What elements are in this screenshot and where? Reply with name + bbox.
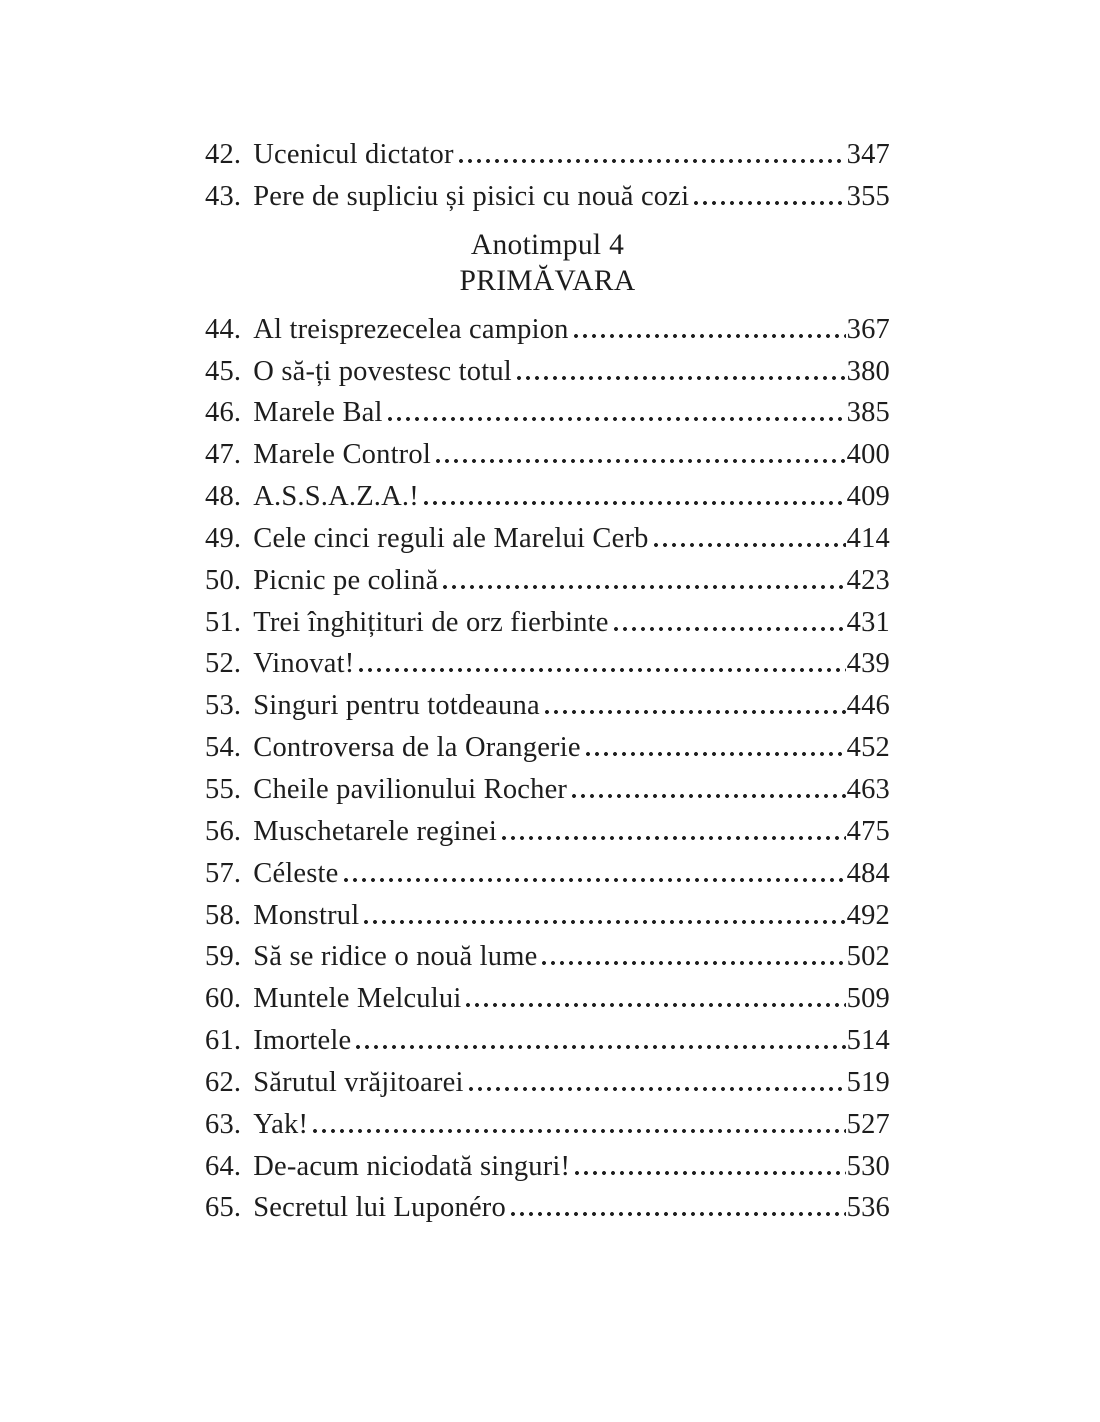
dot-leader — [586, 752, 846, 756]
entry-title: O să-ți povestesc totul — [253, 355, 512, 387]
toc-entry — [205, 769, 890, 811]
entry-number: 49. — [205, 522, 242, 554]
entry-title: Marele Bal — [253, 397, 383, 429]
entry-title: Pere de supliciu și pisici cu nouă cozi — [253, 180, 690, 212]
toc-entry — [205, 1020, 890, 1062]
entry-number: 57. — [205, 857, 242, 889]
toc-entry — [205, 685, 890, 727]
entry-page-number: 509 — [846, 983, 890, 1015]
entry-page-number: 452 — [846, 732, 890, 764]
dot-leader — [359, 668, 845, 672]
toc-entry — [205, 643, 890, 685]
entry-page-number: 347 — [846, 139, 890, 170]
entry-number: 60. — [205, 983, 242, 1015]
entry-page-number: 536 — [846, 1192, 890, 1224]
entry-number: 61. — [205, 1025, 242, 1057]
entry-number: 63. — [205, 1108, 242, 1140]
entry-title: Yak! — [253, 1108, 309, 1140]
entry-page-number: 502 — [846, 941, 890, 973]
dot-leader — [511, 1212, 846, 1216]
toc-entry — [205, 936, 890, 978]
toc-entry — [205, 476, 890, 518]
dot-leader — [654, 543, 846, 547]
toc-entry — [205, 978, 890, 1020]
dot-leader — [574, 334, 846, 338]
entry-title: Secretul lui Luponéro — [253, 1192, 506, 1224]
toc-entry — [205, 176, 890, 218]
entry-title: Cheile pavilionului Rocher — [253, 773, 568, 805]
toc-entry — [205, 560, 890, 602]
dot-leader — [517, 376, 846, 380]
entry-page-number: 409 — [846, 481, 890, 513]
entry-title: Controversa de la Orangerie — [253, 732, 581, 764]
dot-leader — [344, 878, 846, 882]
entry-title: Céleste — [253, 857, 339, 889]
dot-leader — [443, 585, 845, 589]
dot-leader — [545, 710, 846, 714]
entry-page-number: 514 — [846, 1025, 890, 1057]
entry-page-number: 492 — [846, 899, 890, 931]
season-number: Anotimpul 4 — [470, 228, 625, 261]
entry-page-number: 519 — [846, 1066, 890, 1098]
entry-page-number: 380 — [846, 355, 890, 387]
entry-title: Ucenicul dictator — [253, 139, 454, 170]
entry-page-number: 527 — [846, 1108, 890, 1140]
entry-number: 52. — [205, 648, 242, 680]
toc-entry — [205, 351, 890, 393]
entry-page-number: 400 — [846, 439, 890, 471]
entry-number: 44. — [205, 313, 242, 345]
dot-leader — [313, 1129, 845, 1133]
entry-page-number: 355 — [846, 180, 890, 212]
entry-number: 43. — [205, 180, 242, 212]
dot-leader — [459, 159, 846, 163]
entry-title: Marele Control — [253, 439, 431, 471]
toc-entry — [205, 1104, 890, 1146]
entry-title: Vinovat! — [253, 648, 355, 680]
season-name: PRIMĂVARA — [459, 264, 636, 297]
toc-entry — [205, 434, 890, 476]
entry-number: 58. — [205, 899, 242, 931]
dot-leader — [502, 836, 846, 840]
entry-title: Sărutul vrăjitoarei — [253, 1066, 464, 1098]
entry-number: 51. — [205, 606, 242, 638]
entry-title: A.S.S.A.Z.A.! — [253, 481, 419, 513]
entry-title: Să se ridice o nouă lume — [253, 941, 538, 973]
entry-title: Cele cinci reguli ale Marelui Cerb — [253, 522, 649, 554]
entry-page-number: 367 — [846, 313, 890, 345]
entry-page-number: 385 — [846, 397, 890, 429]
entry-number: 42. — [205, 139, 242, 170]
entry-page-number: 414 — [846, 522, 890, 554]
season-header — [205, 227, 890, 299]
entry-page-number: 439 — [846, 648, 890, 680]
entry-number: 65. — [205, 1192, 242, 1224]
dot-leader — [614, 627, 846, 631]
dot-leader — [356, 1045, 845, 1049]
dot-leader — [542, 961, 845, 965]
dot-leader — [694, 201, 845, 205]
entry-number: 55. — [205, 773, 242, 805]
toc-entry — [205, 602, 890, 644]
entry-number: 56. — [205, 815, 242, 847]
toc-entry — [205, 1187, 890, 1229]
entry-title: Monstrul — [253, 899, 360, 931]
entry-page-number: 463 — [846, 773, 890, 805]
entry-page-number: 446 — [846, 690, 890, 722]
entry-number: 48. — [205, 481, 242, 513]
entry-page-number: 431 — [846, 606, 890, 638]
dot-leader — [364, 920, 845, 924]
toc-entry — [205, 811, 890, 853]
entry-number: 47. — [205, 439, 242, 471]
entry-title: Trei înghițituri de orz fierbinte — [253, 606, 609, 638]
entry-number: 54. — [205, 732, 242, 764]
entry-page-number: 484 — [846, 857, 890, 889]
toc-entry — [205, 134, 890, 176]
toc-entry — [205, 392, 890, 434]
entry-number: 62. — [205, 1066, 242, 1098]
entry-title: Al treisprezecelea campion — [253, 313, 569, 345]
entry-number: 46. — [205, 397, 242, 429]
entry-number: 59. — [205, 941, 242, 973]
dot-leader — [466, 1003, 845, 1007]
entry-number: 64. — [205, 1150, 242, 1182]
entry-number: 50. — [205, 564, 242, 596]
toc-entry — [205, 309, 890, 351]
entry-number: 53. — [205, 690, 242, 722]
entry-title: Picnic pe colină — [253, 564, 439, 596]
toc-entry — [205, 727, 890, 769]
toc-entry — [205, 1146, 890, 1188]
entry-page-number: 423 — [846, 564, 890, 596]
dot-leader — [575, 1171, 845, 1175]
dot-leader — [388, 417, 846, 421]
dot-leader — [424, 501, 846, 505]
dot-leader — [572, 794, 846, 798]
entry-title: Muntele Melcului — [253, 983, 462, 1015]
toc-entry — [205, 853, 890, 895]
toc-list — [205, 134, 890, 1229]
entry-number: 45. — [205, 355, 242, 387]
dot-leader — [469, 1087, 846, 1091]
entry-title: Imortele — [253, 1025, 352, 1057]
entry-page-number: 530 — [846, 1150, 890, 1182]
toc-entry — [205, 1062, 890, 1104]
entry-page-number: 475 — [846, 815, 890, 847]
entry-title: De-acum niciodată singuri! — [253, 1150, 571, 1182]
toc-entry — [205, 895, 890, 937]
toc-entry — [205, 518, 890, 560]
dot-leader — [436, 459, 846, 463]
entry-title: Singuri pentru totdeauna — [253, 690, 540, 722]
entry-title: Muschetarele reginei — [253, 815, 497, 847]
